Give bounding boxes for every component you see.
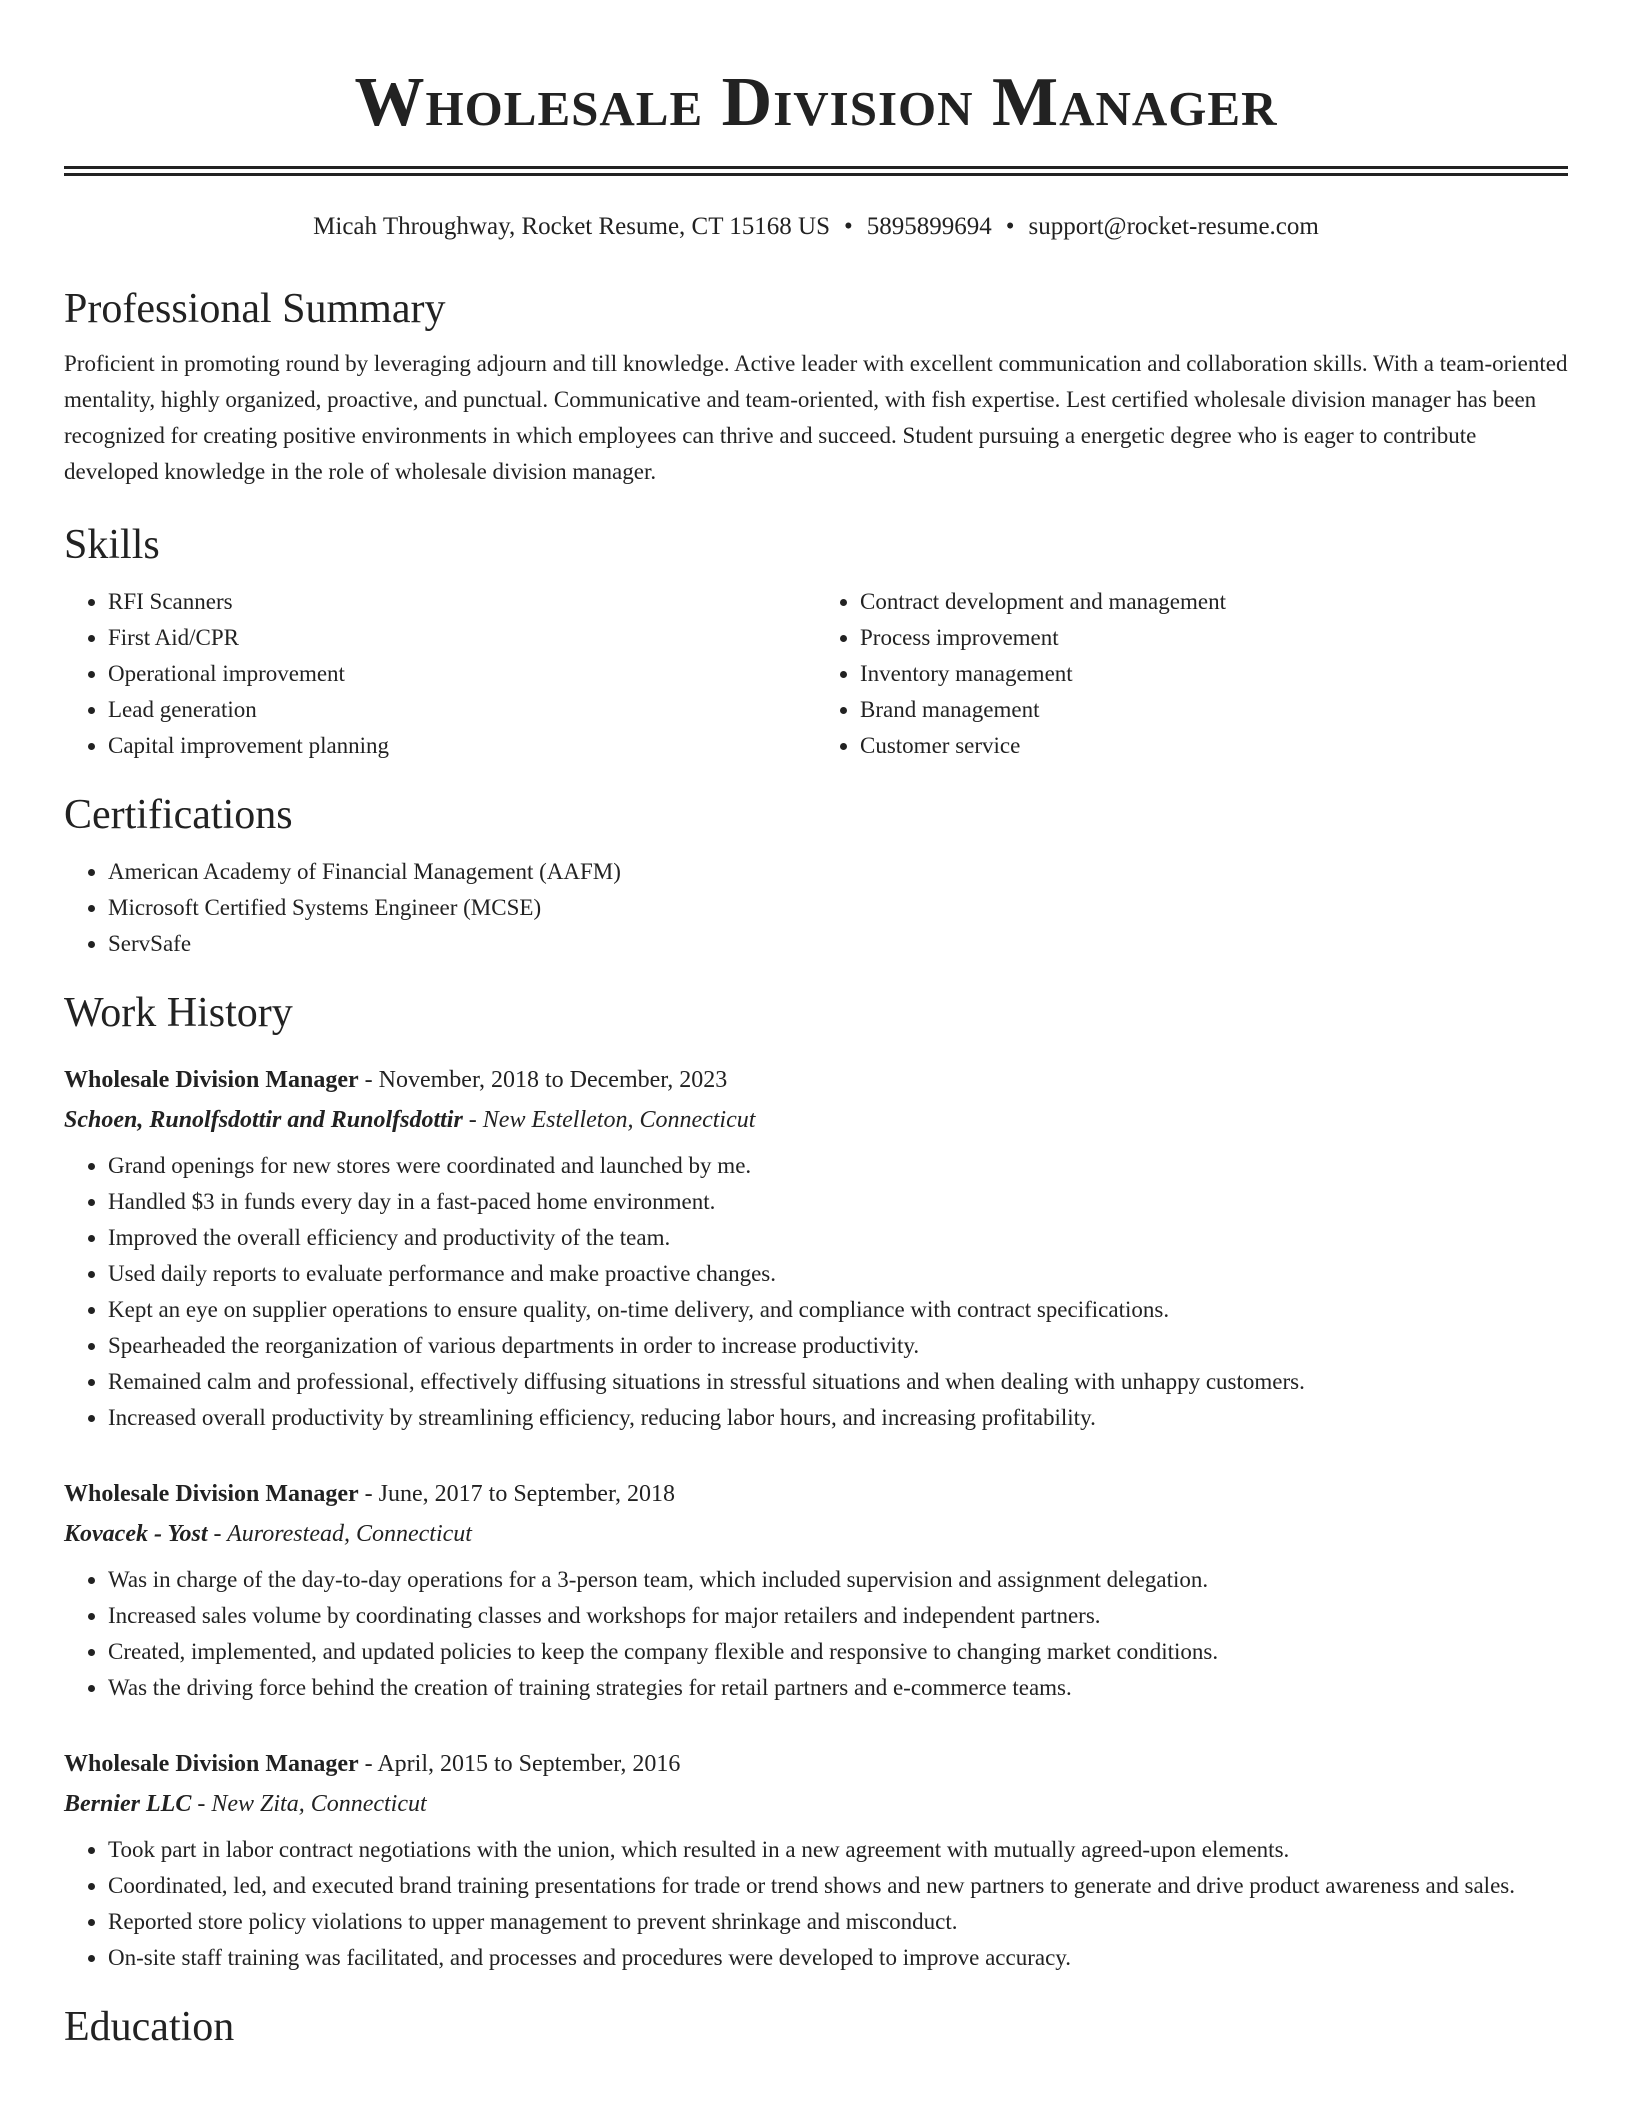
job-title: Wholesale Division Manager [64,1067,359,1093]
job-company-line: Kovacek - Yost - Aurorestead, Connecticut [64,1521,472,1547]
contact-email: support@rocket-resume.com [1028,213,1319,240]
job-bullet: • Reported store policy violations to upper management to prevent shrinkage and misconduct. [108,1904,1568,1940]
skills-heading: Skills [64,522,160,568]
job-location: New Zita, Connecticut [211,1791,427,1817]
job-bullets [64,1148,1568,1436]
job-company-line: Bernier LLC - New Zita, Connecticut [64,1791,427,1817]
job-dates: November, 2018 to December, 2023 [378,1067,728,1093]
job-bullets [64,1562,1568,1706]
job-bullet: • Increased sales volume by coordinating classes and workshops for major retailers and independent partners. [108,1598,1568,1634]
job-bullet: • Remained calm and professional, effectively diffusing situations in stressful situations and when dealing with unhappy customers. [108,1364,1568,1400]
job-bullet: • On-site staff training was facilitated, and processes and procedures were developed to improve accuracy. [108,1940,1568,1976]
contact-separator: • [844,213,853,240]
job-title: Wholesale Division Manager [64,1751,359,1777]
job-entry [64,1060,1568,1436]
contact-separator: • [1005,213,1015,240]
job-title-line: Wholesale Division Manager - June, 2017 to September, 2018 [64,1481,675,1507]
job-bullet: • Was in charge of the day-to-day operations for a 3-person team, which included supervision and assignment delegation. [108,1562,1568,1598]
certifications-section [64,790,1568,962]
education-heading: Education [64,2004,235,2050]
job-company: Kovacek - Yost [64,1521,208,1547]
contact-line [64,210,1568,244]
skill-item: • Inventory management [860,656,1568,692]
skill-item: • Brand management [860,692,1568,728]
job-bullets [64,1832,1568,1976]
certification-item: • ServSafe [108,926,1568,962]
job-bullet: • Improved the overall efficiency and productivity of the team. [108,1220,1568,1256]
job-title-line: Wholesale Division Manager - November, 2018 to December, 2023 [64,1067,728,1093]
job-entry [64,1474,1568,1706]
job-company: Bernier LLC [64,1791,192,1817]
job-entry [64,1744,1568,1976]
job-bullet: • Created, implemented, and updated policies to keep the company flexible and responsive to changing market conditions. [108,1634,1568,1670]
job-bullet: • Grand openings for new stores were coordinated and launched by me. [108,1148,1568,1184]
job-bullet: • Coordinated, led, and executed brand training presentations for trade or trend shows and new partners to generate and drive product awareness and sales. [108,1868,1568,1904]
skill-item: • Contract development and management [860,584,1568,620]
job-bullet: • Increased overall productivity by streamlining efficiency, reducing labor hours, and increasing profitability. [108,1400,1568,1436]
contact-address: Micah Throughway, Rocket Resume, CT 15168 US [313,213,831,240]
job-bullet: • Was the driving force behind the creation of training strategies for retail partners and e-commerce teams. [108,1670,1568,1706]
skills-list-left [64,584,816,764]
certifications-heading: Certifications [64,792,293,838]
work-history-section [64,988,1568,1976]
skill-item: • RFI Scanners [108,584,816,620]
job-bullet: • Took part in labor contract negotiations with the union, which resulted in a new agreement with mutually agreed-upon elements. [108,1832,1568,1868]
skills-section [64,520,1568,764]
skills-columns [64,584,1568,764]
education-section [64,2002,1568,2052]
skill-item: • Capital improvement planning [108,728,816,764]
certification-item: • Microsoft Certified Systems Engineer (MCSE) [108,890,1568,926]
skill-item: • Operational improvement [108,656,816,692]
work-history-heading: Work History [64,990,293,1036]
job-bullet: • Used daily reports to evaluate performance and make proactive changes. [108,1256,1568,1292]
job-company-line: Schoen, Runolfsdottir and Runolfsdottir - New Estelleton, Connecticut [64,1107,756,1133]
job-location: Aurorestead, Connecticut [227,1521,472,1547]
contact-phone: 5895899694 [866,213,992,240]
summary-text: Proficient in promoting round by leveraging adjourn and till knowledge. Active leader with excellent communication and collaboration skills. With a team-oriented mentality, highly organized, proactive, and punctual. Communicative and team-oriented, with fish expertise. Lest certified wholesale division manager has been recognized for creating positive environments in which employees can thrive and succeed. Student pursuing a energetic degree who is eager to contribute developed knowledge in the role of wholesale division manager. [64,351,1568,484]
job-bullet: • Spearheaded the reorganization of various departments in order to increase productivity. [108,1328,1568,1364]
summary-heading: Professional Summary [64,286,446,332]
job-bullet: • Kept an eye on supplier operations to ensure quality, on-time delivery, and compliance with contract specifications. [108,1292,1568,1328]
job-dates: June, 2017 to September, 2018 [378,1481,675,1507]
job-title-line: Wholesale Division Manager - April, 2015 to September, 2016 [64,1751,681,1777]
job-company: Schoen, Runolfsdottir and Runolfsdottir [64,1107,463,1133]
job-dates: April, 2015 to September, 2016 [377,1751,681,1777]
job-title: Wholesale Division Manager [64,1481,359,1507]
skill-item: • Process improvement [860,620,1568,656]
professional-summary-section [64,284,1568,490]
job-location: New Estelleton, Connecticut [482,1107,756,1133]
resume-title: Wholesale Division Manager [354,64,1278,141]
job-bullet: • Handled $3 in funds every day in a fast-paced home environment. [108,1184,1568,1220]
skill-item: • First Aid/CPR [108,620,816,656]
certifications-list [64,854,1568,962]
skill-item: • Customer service [860,728,1568,764]
skill-item: • Lead generation [108,692,816,728]
skills-list-right [816,584,1568,764]
title-divider [64,166,1568,176]
certification-item: • American Academy of Financial Management (AAFM) [108,854,1568,890]
